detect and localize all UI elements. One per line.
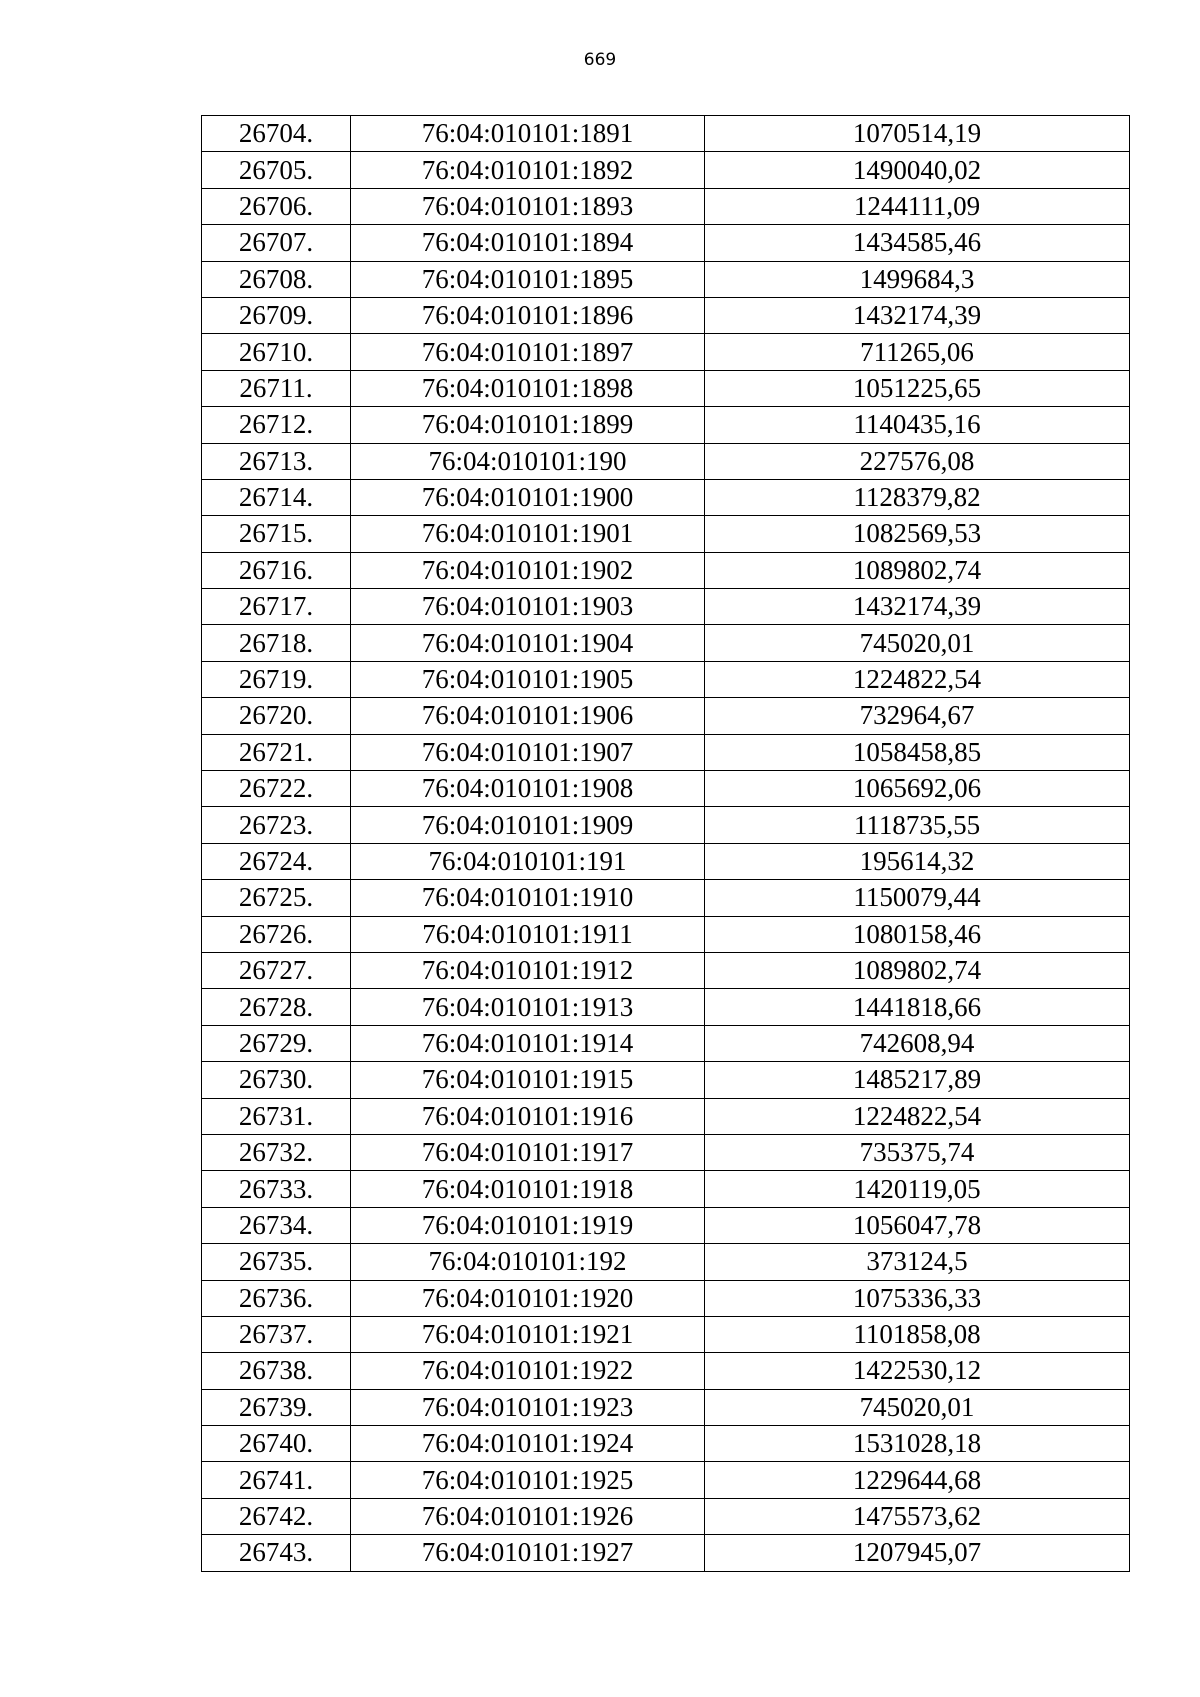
row-number-cell: 26737.: [202, 1316, 351, 1352]
cadastral-value-cell: 732964,67: [705, 698, 1130, 734]
cadastral-number-cell: 76:04:010101:1904: [351, 625, 705, 661]
table-row: [202, 843, 1130, 879]
cadastral-value-cell: 1075336,33: [705, 1280, 1130, 1316]
cadastral-value-cell: 1080158,46: [705, 916, 1130, 952]
cadastral-number-cell: 76:04:010101:1923: [351, 1389, 705, 1425]
cadastral-number-cell: 76:04:010101:1911: [351, 916, 705, 952]
cadastral-number-cell: 76:04:010101:1917: [351, 1134, 705, 1170]
cadastral-value-cell: 227576,08: [705, 443, 1130, 479]
cadastral-number-cell: 76:04:010101:1916: [351, 1098, 705, 1134]
cadastral-value-cell: 1229644,68: [705, 1462, 1130, 1498]
table-row: [202, 807, 1130, 843]
table-row: [202, 1244, 1130, 1280]
cadastral-table-container: [201, 115, 1129, 1572]
cadastral-value-cell: 742608,94: [705, 1025, 1130, 1061]
row-number-cell: 26725.: [202, 880, 351, 916]
cadastral-number-cell: 76:04:010101:1897: [351, 334, 705, 370]
row-number-cell: 26741.: [202, 1462, 351, 1498]
table-row: [202, 1134, 1130, 1170]
cadastral-number-cell: 76:04:010101:1894: [351, 225, 705, 261]
cadastral-number-cell: 76:04:010101:1926: [351, 1498, 705, 1534]
cadastral-value-cell: 1432174,39: [705, 589, 1130, 625]
row-number-cell: 26710.: [202, 334, 351, 370]
table-row: [202, 661, 1130, 697]
cadastral-value-cell: 1432174,39: [705, 297, 1130, 333]
row-number-cell: 26732.: [202, 1134, 351, 1170]
row-number-cell: 26714.: [202, 479, 351, 515]
table-row: [202, 370, 1130, 406]
cadastral-number-cell: 76:04:010101:1893: [351, 188, 705, 224]
page-number: 669: [583, 50, 617, 70]
cadastral-number-cell: 76:04:010101:1922: [351, 1353, 705, 1389]
table-row: [202, 334, 1130, 370]
cadastral-value-cell: 1224822,54: [705, 661, 1130, 697]
cadastral-value-cell: 1150079,44: [705, 880, 1130, 916]
row-number-cell: 26722.: [202, 771, 351, 807]
cadastral-value-cell: 1089802,74: [705, 552, 1130, 588]
cadastral-value-cell: 1056047,78: [705, 1207, 1130, 1243]
row-number-cell: 26715.: [202, 516, 351, 552]
cadastral-number-cell: 76:04:010101:1906: [351, 698, 705, 734]
table-row: [202, 152, 1130, 188]
row-number-cell: 26704.: [202, 116, 351, 152]
cadastral-value-cell: 1422530,12: [705, 1353, 1130, 1389]
row-number-cell: 26716.: [202, 552, 351, 588]
cadastral-number-cell: 76:04:010101:1903: [351, 589, 705, 625]
row-number-cell: 26711.: [202, 370, 351, 406]
cadastral-number-cell: 76:04:010101:1913: [351, 989, 705, 1025]
table-row: [202, 589, 1130, 625]
table-row: [202, 516, 1130, 552]
row-number-cell: 26739.: [202, 1389, 351, 1425]
table-row: [202, 1062, 1130, 1098]
row-number-cell: 26724.: [202, 843, 351, 879]
row-number-cell: 26733.: [202, 1171, 351, 1207]
cadastral-value-cell: 1490040,02: [705, 152, 1130, 188]
table-row: [202, 188, 1130, 224]
table-row: [202, 1498, 1130, 1534]
table-body: [202, 116, 1130, 1572]
cadastral-number-cell: 76:04:010101:190: [351, 443, 705, 479]
row-number-cell: 26723.: [202, 807, 351, 843]
row-number-cell: 26743.: [202, 1535, 351, 1571]
row-number-cell: 26734.: [202, 1207, 351, 1243]
cadastral-number-cell: 76:04:010101:1900: [351, 479, 705, 515]
cadastral-number-cell: 76:04:010101:1905: [351, 661, 705, 697]
table-row: [202, 1535, 1130, 1571]
row-number-cell: 26727.: [202, 952, 351, 988]
cadastral-value-cell: 1140435,16: [705, 407, 1130, 443]
row-number-cell: 26717.: [202, 589, 351, 625]
row-number-cell: 26742.: [202, 1498, 351, 1534]
cadastral-value-cell: 195614,32: [705, 843, 1130, 879]
row-number-cell: 26736.: [202, 1280, 351, 1316]
cadastral-value-cell: 735375,74: [705, 1134, 1130, 1170]
cadastral-number-cell: 76:04:010101:1896: [351, 297, 705, 333]
table-row: [202, 1426, 1130, 1462]
table-row: [202, 771, 1130, 807]
table-row: [202, 1316, 1130, 1352]
cadastral-number-cell: 76:04:010101:1919: [351, 1207, 705, 1243]
row-number-cell: 26728.: [202, 989, 351, 1025]
cadastral-value-cell: 1207945,07: [705, 1535, 1130, 1571]
row-number-cell: 26709.: [202, 297, 351, 333]
cadastral-value-cell: 745020,01: [705, 1389, 1130, 1425]
cadastral-value-cell: 1531028,18: [705, 1426, 1130, 1462]
table-row: [202, 297, 1130, 333]
table-row: [202, 1171, 1130, 1207]
table-row: [202, 261, 1130, 297]
cadastral-number-cell: 76:04:010101:1907: [351, 734, 705, 770]
row-number-cell: 26731.: [202, 1098, 351, 1134]
cadastral-value-cell: 1089802,74: [705, 952, 1130, 988]
table-row: [202, 734, 1130, 770]
row-number-cell: 26721.: [202, 734, 351, 770]
row-number-cell: 26707.: [202, 225, 351, 261]
cadastral-number-cell: 76:04:010101:1927: [351, 1535, 705, 1571]
table-row: [202, 479, 1130, 515]
row-number-cell: 26729.: [202, 1025, 351, 1061]
table-row: [202, 698, 1130, 734]
cadastral-number-cell: 76:04:010101:1912: [351, 952, 705, 988]
row-number-cell: 26738.: [202, 1353, 351, 1389]
cadastral-value-cell: 1118735,55: [705, 807, 1130, 843]
table-row: [202, 1353, 1130, 1389]
cadastral-number-cell: 76:04:010101:1902: [351, 552, 705, 588]
table-row: [202, 1462, 1130, 1498]
table-row: [202, 916, 1130, 952]
cadastral-value-cell: 745020,01: [705, 625, 1130, 661]
row-number-cell: 26706.: [202, 188, 351, 224]
cadastral-value-cell: 1065692,06: [705, 771, 1130, 807]
cadastral-number-cell: 76:04:010101:1925: [351, 1462, 705, 1498]
cadastral-value-cell: 1434585,46: [705, 225, 1130, 261]
row-number-cell: 26726.: [202, 916, 351, 952]
row-number-cell: 26735.: [202, 1244, 351, 1280]
cadastral-number-cell: 76:04:010101:1920: [351, 1280, 705, 1316]
cadastral-number-cell: 76:04:010101:1901: [351, 516, 705, 552]
cadastral-value-cell: 1051225,65: [705, 370, 1130, 406]
row-number-cell: 26705.: [202, 152, 351, 188]
cadastral-number-cell: 76:04:010101:1918: [351, 1171, 705, 1207]
cadastral-value-cell: 1420119,05: [705, 1171, 1130, 1207]
cadastral-value-cell: 1128379,82: [705, 479, 1130, 515]
table-row: [202, 880, 1130, 916]
row-number-cell: 26720.: [202, 698, 351, 734]
cadastral-value-cell: 1082569,53: [705, 516, 1130, 552]
table-row: [202, 1025, 1130, 1061]
table-row: [202, 552, 1130, 588]
table-row: [202, 1389, 1130, 1425]
cadastral-value-cell: 1485217,89: [705, 1062, 1130, 1098]
cadastral-number-cell: 76:04:010101:1908: [351, 771, 705, 807]
cadastral-value-cell: 1058458,85: [705, 734, 1130, 770]
cadastral-number-cell: 76:04:010101:192: [351, 1244, 705, 1280]
cadastral-value-cell: 373124,5: [705, 1244, 1130, 1280]
row-number-cell: 26730.: [202, 1062, 351, 1098]
cadastral-value-cell: 1070514,19: [705, 116, 1130, 152]
cadastral-value-cell: 1475573,62: [705, 1498, 1130, 1534]
cadastral-number-cell: 76:04:010101:1924: [351, 1426, 705, 1462]
cadastral-number-cell: 76:04:010101:1914: [351, 1025, 705, 1061]
row-number-cell: 26712.: [202, 407, 351, 443]
table-row: [202, 1207, 1130, 1243]
cadastral-number-cell: 76:04:010101:1895: [351, 261, 705, 297]
table-row: [202, 952, 1130, 988]
cadastral-value-cell: 1224822,54: [705, 1098, 1130, 1134]
cadastral-number-cell: 76:04:010101:1892: [351, 152, 705, 188]
cadastral-number-cell: 76:04:010101:191: [351, 843, 705, 879]
cadastral-number-cell: 76:04:010101:1909: [351, 807, 705, 843]
table-row: [202, 1280, 1130, 1316]
cadastral-number-cell: 76:04:010101:1915: [351, 1062, 705, 1098]
table-row: [202, 407, 1130, 443]
cadastral-number-cell: 76:04:010101:1899: [351, 407, 705, 443]
table-row: [202, 1098, 1130, 1134]
row-number-cell: 26719.: [202, 661, 351, 697]
cadastral-number-cell: 76:04:010101:1910: [351, 880, 705, 916]
table-row: [202, 625, 1130, 661]
cadastral-value-cell: 1244111,09: [705, 188, 1130, 224]
row-number-cell: 26713.: [202, 443, 351, 479]
cadastral-value-cell: 1441818,66: [705, 989, 1130, 1025]
table-row: [202, 116, 1130, 152]
cadastral-value-table: [201, 115, 1130, 1572]
cadastral-number-cell: 76:04:010101:1891: [351, 116, 705, 152]
table-row: [202, 225, 1130, 261]
cadastral-value-cell: 1101858,08: [705, 1316, 1130, 1352]
row-number-cell: 26708.: [202, 261, 351, 297]
cadastral-value-cell: 1499684,3: [705, 261, 1130, 297]
cadastral-value-cell: 711265,06: [705, 334, 1130, 370]
cadastral-number-cell: 76:04:010101:1898: [351, 370, 705, 406]
cadastral-number-cell: 76:04:010101:1921: [351, 1316, 705, 1352]
table-row: [202, 989, 1130, 1025]
table-row: [202, 443, 1130, 479]
row-number-cell: 26740.: [202, 1426, 351, 1462]
row-number-cell: 26718.: [202, 625, 351, 661]
